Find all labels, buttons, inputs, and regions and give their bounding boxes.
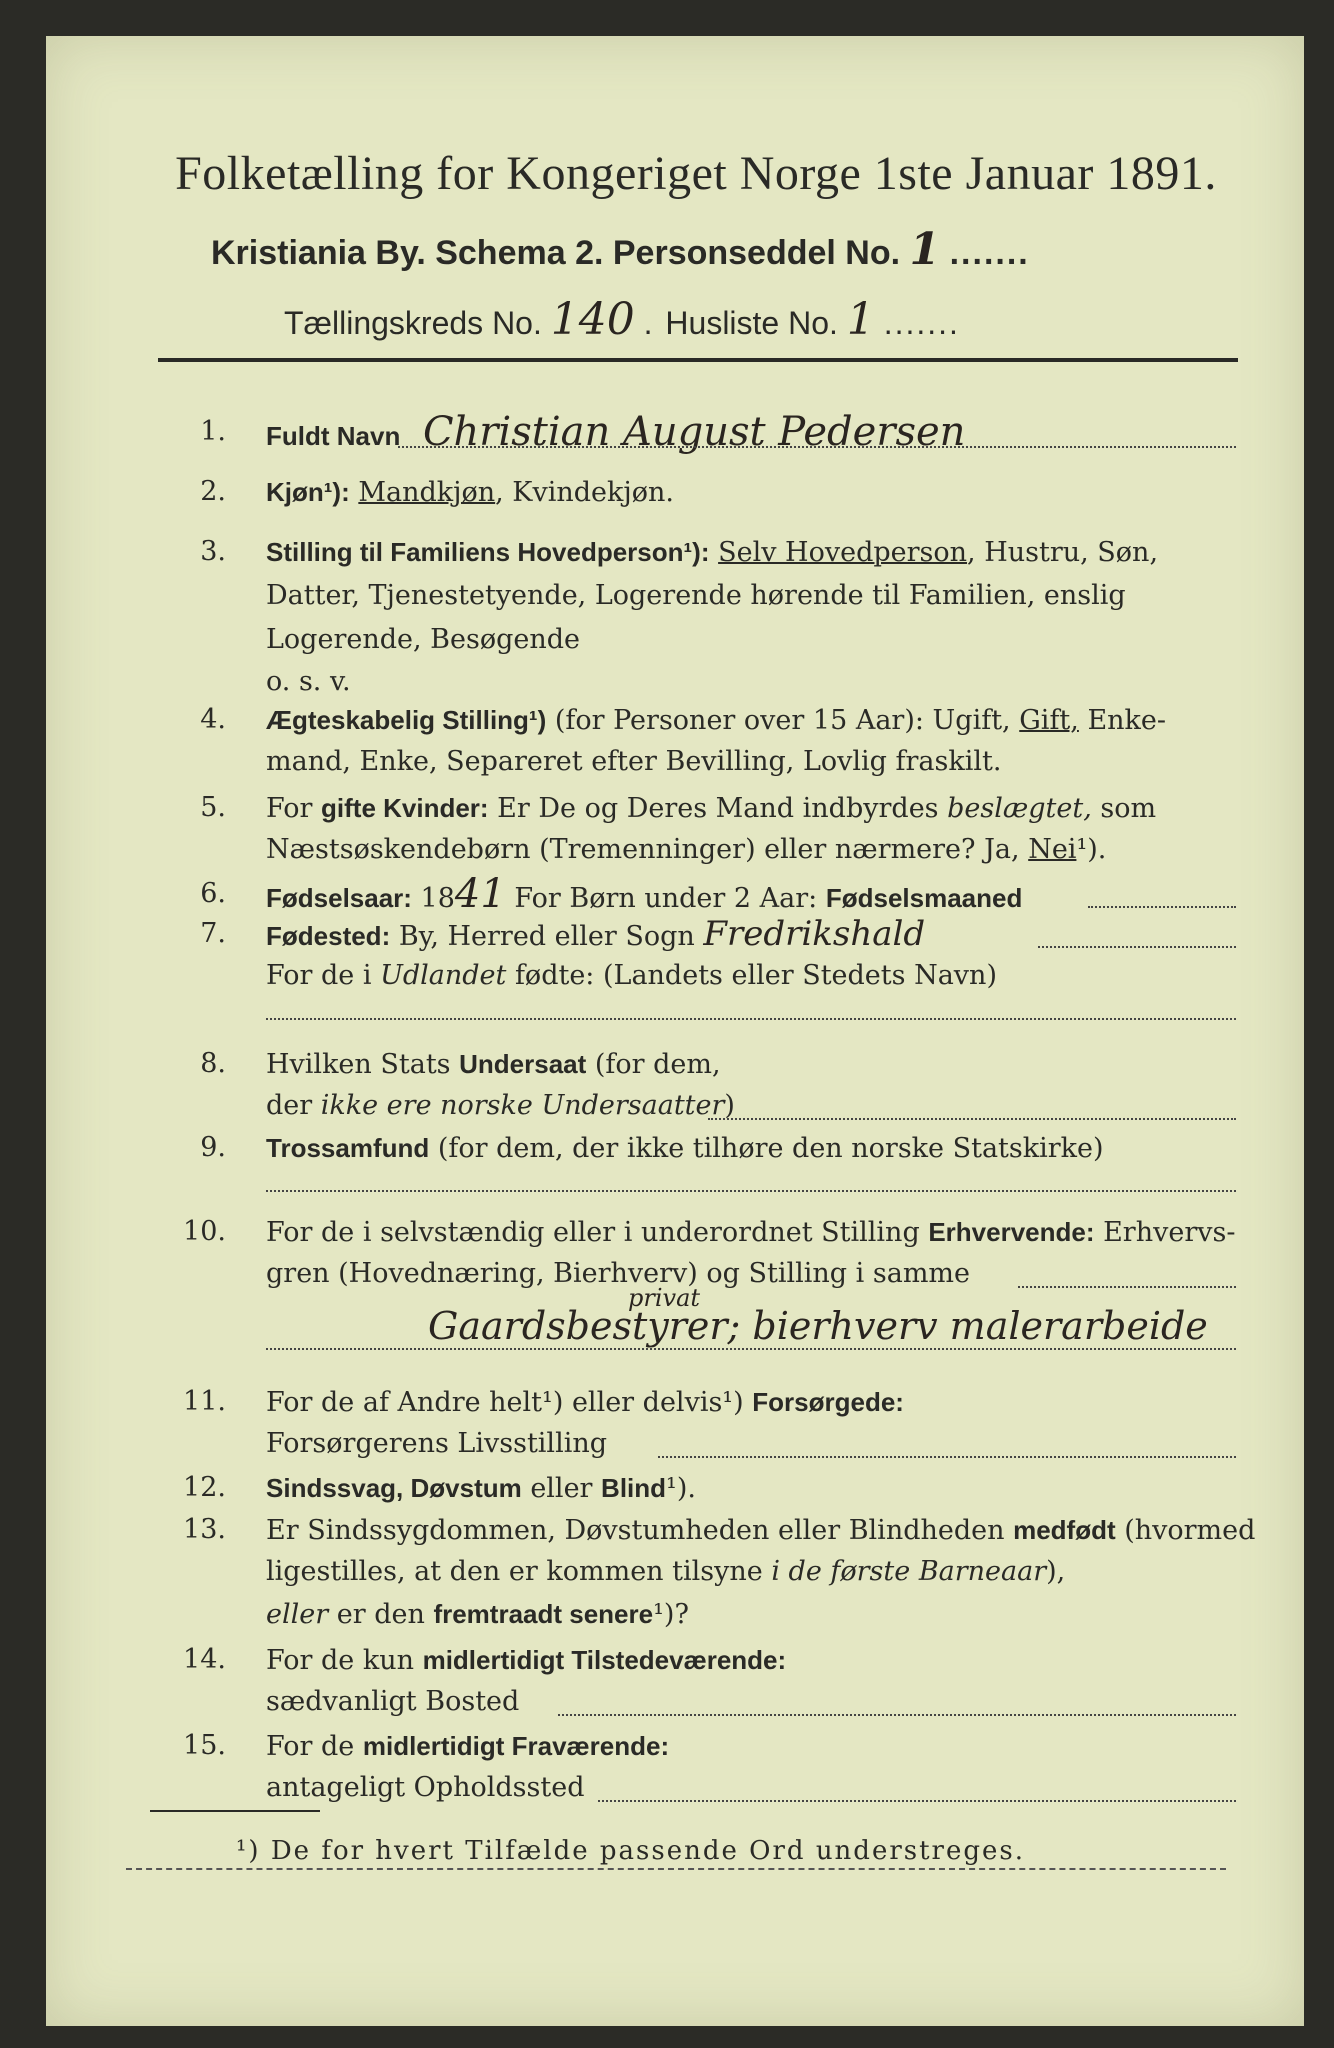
birth-year-value: 41 [454, 871, 506, 917]
occupation-value: Gaardsbestyrer; bierhverv malerarbeide [428, 1304, 1208, 1348]
form-title: Folketælling for Kongeriget Norge 1ste Januar 1891. [175, 147, 1217, 200]
census-form-sheet: Folketælling for Kongeriget Norge 1ste Januar 1891. Kristiania By. Schema 2. Personseddel No. 1 ....... Tællingskreds No. 140 . Husliste No. 1 ....... 1. Fuldt Navn Christian August Pedersen 2. Kjøn¹): Mandkjøn, Kvindekjøn. 3. Stilling til Familiens Hovedperson¹): Selv Hovedperson, Hustru, Søn, Datter, Tjenestetyende, Logerende hørende til Familien, enslig Logerende, Besøgende o. s. v. 4. Ægteskabelig Stilling¹) (for Personer over 15 Aar): Ugift, Gift, Enke- mand, Enke, Separeret efter Bevilling, Lovlig fraskilt. 5. For gifte Kvinder: Er De og Deres Mand indbyrdes beslægtet, som Næstsøskendebørn (Tremenninger) eller nærmere? Ja, Nei¹). 6. Fødselsaar: 1841 For Børn under 2 Aar: Fødselsmaaned 7. Fødested: By, Herred eller Sogn Fredrikshald For de i Udlandet fødte: (Landets eller Stedets Navn) 8. Hvilken Stats Undersaat (for dem, der ikke ere norske Undersaatter) 9. Trossamfund (for dem, der ikke tilhøre den norske Statskirke) 10. For de i selvstændig eller i underordnet Stilling Erhvervende: Erhvervs- gren (Hovednæring, Bierhverv) og Stilling i samme privat Gaardsbestyrer; bierhverv malerarbeide 11. For de af Andre helt¹) eller delvis¹) Forsørgede: Forsørgerens Livsstilling 12. Sindssvag, Døvstum eller Blind¹). 13. Er Sindssygdommen, Døvstumheden eller Blindheden medfødt (hvormed ligestilles, at den er kommen tilsyne i de første Barneaar), eller er den fremtraadt senere¹)? 14. For de kun midlertidigt Tilstedeværende: sædvanligt Bosted 15. For de midlertidigt Fraværende: antageligt Opholdssted ¹) De for hvert Tilfælde passende Ord understreges. [46, 36, 1304, 2026]
schema-line [211, 224, 1030, 275]
question-14: 14. For de kun midlertidigt Tilstedeværende: sædvanligt Bosted [158, 1640, 1238, 1724]
question-8: 8. Hvilken Stats Undersaat (for dem, der ikke ere norske Undersaatter) [158, 1044, 1238, 1128]
district-number: 140 [550, 294, 635, 345]
selected-related-answer: Nei [1028, 834, 1077, 865]
full-name-value: Christian August Pedersen [422, 409, 966, 455]
schema-line-label: Kristiania By. Schema 2. Personseddel No. [211, 234, 901, 272]
selected-household-position: Selv Hovedperson [718, 537, 968, 568]
birthplace-value: Fredrikshald [703, 914, 926, 954]
perforation-edge [126, 1866, 1226, 1870]
header-rule [158, 358, 1238, 362]
dotted-fill: ....... [949, 234, 1030, 272]
personseddel-number: 1 [909, 224, 941, 275]
district-label: Tællingskreds No. [284, 305, 542, 341]
question-15: 15. For de midlertidigt Fraværende: antageligt Opholdssted [158, 1726, 1238, 1810]
question-13: 13. Er Sindssygdommen, Døvstumheden eller Blindheden medfødt (hvormed ligestilles, at den er kommen tilsyne i de første Barneaar), eller er den fremtraadt senere¹)? [183, 1514, 1256, 1630]
selected-marital-status: Gift, [1019, 705, 1079, 736]
question-5: 5. For gifte Kvinder: Er De og Deres Mand indbyrdes beslægtet, som Næstsøskendebørn (Tremenninger) eller nærmere? Ja, Nei¹). [200, 792, 1157, 865]
question-7: 7. Fødested: By, Herred eller Sogn Fredrikshald For de i Udlandet fødte: (Landets eller Stedets Navn) [158, 914, 1238, 1024]
question-9: 9. Trossamfund (for dem, der ikke tilhøre den norske Statskirke) [158, 1128, 1238, 1198]
district-line: Tællingskreds No. 140 . Husliste No. 1 ....... [284, 294, 960, 345]
husliste-number: 1 [846, 294, 875, 345]
footnote-rule [150, 1810, 320, 1812]
husliste-label: Husliste No. [665, 305, 838, 341]
fuldt-navn-label: Fuldt Navn [266, 421, 401, 451]
question-11: 11. For de af Andre helt¹) eller delvis¹) Forsørgede: Forsørgerens Livsstilling [158, 1382, 1238, 1466]
question-3: 3. Stilling til Familiens Hovedperson¹): Selv Hovedperson, Hustru, Søn, Datter, Tjenestetyende, Logerende hørende til Familien, enslig Logerende, Besøgende o. s. v. [200, 536, 1159, 697]
question-1: 1. Fuldt Navn Christian August Pedersen [158, 412, 1238, 460]
selected-gender: Mandkjøn [358, 477, 496, 508]
footnote: ¹) De for hvert Tilfælde passende Ord understreges. [236, 1836, 1026, 1866]
occupation-note: privat [628, 1284, 701, 1312]
question-4: 4. Ægteskabelig Stilling¹) (for Personer over 15 Aar): Ugift, Gift, Enke- mand, Enke, Separeret efter Bevilling, Lovlig fraskilt. [200, 704, 1167, 777]
question-10: 10. For de i selvstændig eller i underordnet Stilling Erhvervende: Erhvervs- gren (Hovednæring, Bierhverv) og Stilling i samme privat Gaardsbestyrer; bierhverv malerarbeide [183, 1216, 1236, 1348]
